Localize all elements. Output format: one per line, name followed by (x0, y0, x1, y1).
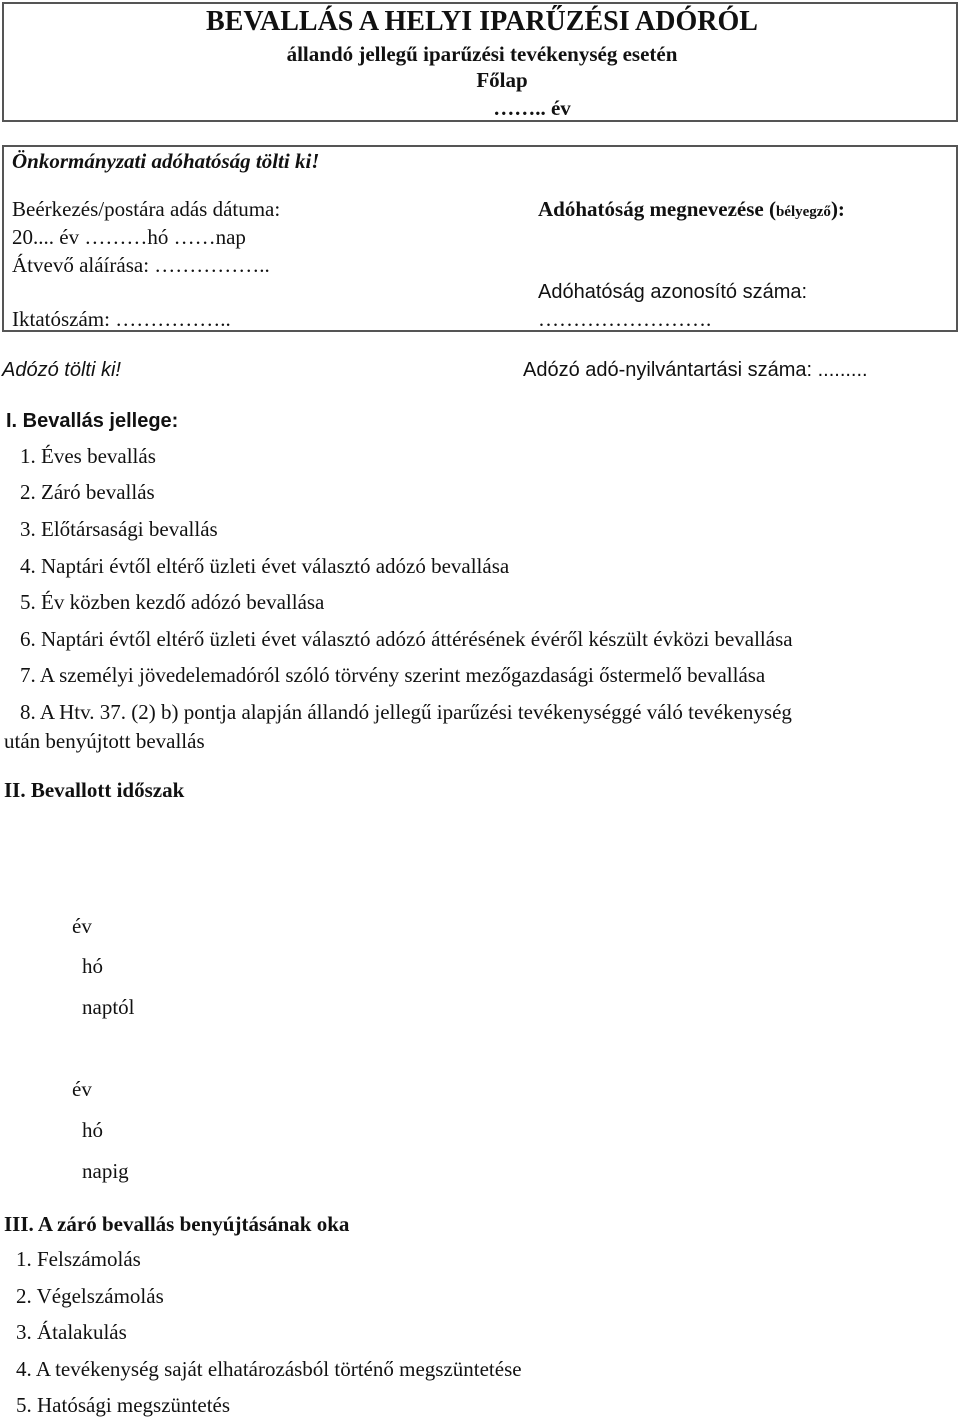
list-item[interactable]: 4. A tevékenység saját elhatározásból történő megszüntetése (16, 1357, 522, 1381)
list-item[interactable]: 8. A Htv. 37. (2) b) pontja alapján állandó jellegű iparűzési tevékenységgé váló tevékenység (20, 700, 792, 724)
period-to-year: év (72, 1077, 92, 1101)
period-to-month: hó (82, 1118, 103, 1142)
title-box (2, 2, 958, 122)
form-subtitle: állandó jellegű iparűzési tevékenység esetén (286, 42, 678, 66)
authority-id-field[interactable]: ……………………. (538, 307, 712, 331)
period-to-day: napig (82, 1159, 129, 1183)
list-item[interactable]: 2. Végelszámolás (16, 1284, 164, 1308)
authority-name-label: Adóhatóság megnevezése (bélyegző): (538, 197, 845, 221)
authority-box (2, 145, 958, 332)
section3-heading: III. A záró bevallás benyújtásának oka (4, 1212, 350, 1236)
list-item[interactable]: 4. Naptári évtől eltérő üzleti évet választó adózó bevallása (20, 554, 510, 578)
receipt-date-value[interactable]: 20.... év ………hó ……nap (12, 225, 246, 249)
taxpayer-fills-heading: Adózó tölti ki! (2, 359, 121, 381)
form-title: BEVALLÁS A HELYI IPARŰZÉSI ADÓRÓL (206, 6, 758, 37)
section2-heading: II. Bevallott időszak (4, 778, 185, 802)
period-from-month: hó (82, 954, 103, 978)
list-item[interactable]: 5. Év közben kezdő adózó bevallása (20, 590, 325, 614)
list-item[interactable]: 1. Felszámolás (16, 1247, 141, 1271)
year-line: …….. év (493, 96, 571, 120)
taxpayer-reg-number[interactable]: Adózó adó-nyilvántartási száma: ......... (523, 359, 868, 381)
list-item[interactable]: 5. Hatósági megszüntetés (16, 1393, 231, 1417)
authority-heading: Önkormányzati adóhatóság tölti ki! (12, 149, 320, 173)
list-item[interactable]: 1. Éves bevallás (20, 444, 156, 468)
sheet-label: Főlap (476, 68, 528, 92)
section1-heading: I. Bevallás jellege: (6, 410, 179, 432)
authority-id-label: Adóhatóság azonosító száma: (538, 281, 808, 303)
list-item[interactable]: 6. Naptári évtől eltérő üzleti évet választó adózó áttérésének évéről készült évközi bevallása (20, 627, 793, 651)
receiver-signature[interactable]: Átvevő aláírása: …………….. (12, 253, 270, 277)
period-from-day: naptól (82, 995, 135, 1019)
receipt-date-label: Beérkezés/postára adás dátuma: (12, 197, 281, 221)
list-item[interactable]: 2. Záró bevallás (20, 480, 155, 504)
list-item[interactable]: 7. A személyi jövedelemadóról szóló törvény szerint mezőgazdasági őstermelő bevallása (20, 663, 766, 687)
period-from-year: év (72, 914, 92, 938)
list-item[interactable]: 3. Átalakulás (16, 1320, 127, 1344)
list-item-continuation: után benyújtott bevallás (4, 729, 205, 753)
list-item[interactable]: 3. Előtársasági bevallás (20, 517, 218, 541)
filing-number[interactable]: Iktatószám: …………….. (12, 307, 231, 331)
